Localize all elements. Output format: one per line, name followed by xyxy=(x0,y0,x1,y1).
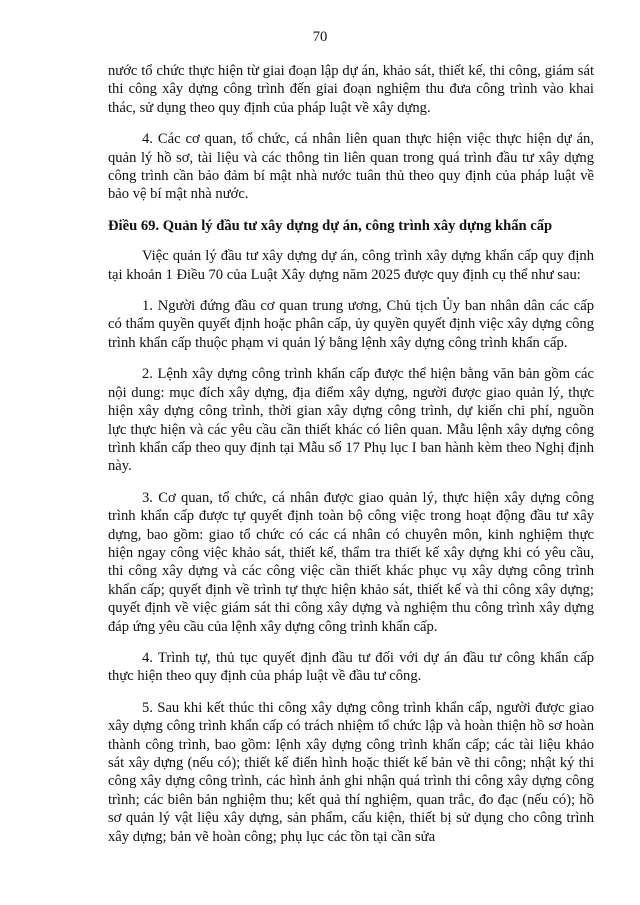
paragraph: 2. Lệnh xây dựng công trình khẩn cấp được thể hiện bằng văn bản gồm các nội dung: mục đích xây dựng, địa điểm xây dựng, người được giao quản lý, thực hiện xây dựng công trình, thời gian xây dựng công trình, dự kiến chi phí, nguồn lực thực hiện và các yêu cầu cần thiết khác có liên quan. Mẫu lệnh xây dựng công trình khẩn cấp theo quy định tại Mẫu số 17 Phụ lục I ban hành kèm theo Nghị định này. xyxy=(108,366,594,475)
article-heading: Điều 69. Quản lý đầu tư xây dựng dự án, công trình xây dựng khẩn cấp xyxy=(108,217,553,234)
paragraph: 4. Các cơ quan, tổ chức, cá nhân liên quan thực hiện việc thực hiện dự án, quản lý hồ sơ, tài liệu và các thông tin liên quan trong quá trình đầu tư xây dựng công trình cần bảo đảm bí mật nhà nước tuân thủ theo quy định của pháp luật về bảo vệ bí mật nhà nước. xyxy=(108,131,594,203)
page-number: 70 xyxy=(312,29,328,45)
paragraph: Việc quản lý đầu tư xây dựng dự án, công trình xây dựng khẩn cấp quy định tại khoản 1 Điều 70 của Luật Xây dựng năm 2025 được quy định cụ thể như sau: xyxy=(108,248,594,283)
paragraph: nước tổ chức thực hiện từ giai đoạn lập dự án, khảo sát, thiết kế, thi công, giám sát thi công xây dựng công trình đến giai đoạn nghiệm thu đưa công trình vào khai thác, sử dụng theo quy định của pháp luật về xây dựng. xyxy=(108,63,594,116)
paragraph: 5. Sau khi kết thúc thi công xây dựng công trình khẩn cấp, người được giao xây dựng công trình khẩn cấp có trách nhiệm tổ chức lập và hoàn thiện hồ sơ hoàn thành công trình, bao gồm: lệnh xây dựng công trình khẩn cấp; các tài liệu khảo sát xây dựng (nếu có); thiết kế điển hình hoặc thiết kế bản vẽ thi công; nhật ký thi công xây dựng công trình, các hình ảnh ghi nhận quá trình thi công xây dựng công trình; các biên bản nghiệm thu; kết quả thí nghiệm, quan trắc, đo đạc (nếu có); hồ sơ quản lý vật liệu xây dựng, sản phẩm, cấu kiện, thiết bị sử dụng cho công trình xây dựng; bản vẽ hoàn công; phụ lục các tồn tại cần sửa xyxy=(108,699,594,845)
paragraph: 4. Trình tự, thủ tục quyết định đầu tư đối với dự án đầu tư công khẩn cấp thực hiện theo quy định của pháp luật về đầu tư công. xyxy=(108,649,594,685)
paragraph: 3. Cơ quan, tổ chức, cá nhân được giao quản lý, thực hiện xây dựng công trình khẩn cấp được tự quyết định toàn bộ công việc trong hoạt động đầu tư xây dựng, bao gồm: giao tổ chức có các cá nhân có chuyên môn, kinh nghiệm thực hiện ngay công việc khảo sát, thiết kế, thẩm tra thiết kế xây dựng khi có yêu cầu, thi công xây dựng và các công việc cần thiết khác phục vụ xây dựng công trình khẩn cấp; quyết định về trình tự thực hiện khảo sát, thiết kế và thi công xây dựng; quyết định về việc giám sát thi công xây dựng và nghiệm thu công trình xây dựng đáp ứng yêu cầu của lệnh xây dựng công trình khẩn cấp. xyxy=(108,489,594,635)
page-body xyxy=(108,62,594,859)
paragraph: 1. Người đứng đầu cơ quan trung ương, Chủ tịch Ủy ban nhân dân các cấp có thẩm quyền quyết định hoặc phân cấp, ủy quyền quyết định việc xây dựng công trình khẩn cấp thuộc phạm vi quản lý bằng lệnh xây dựng công trình khẩn cấp. xyxy=(108,298,594,351)
